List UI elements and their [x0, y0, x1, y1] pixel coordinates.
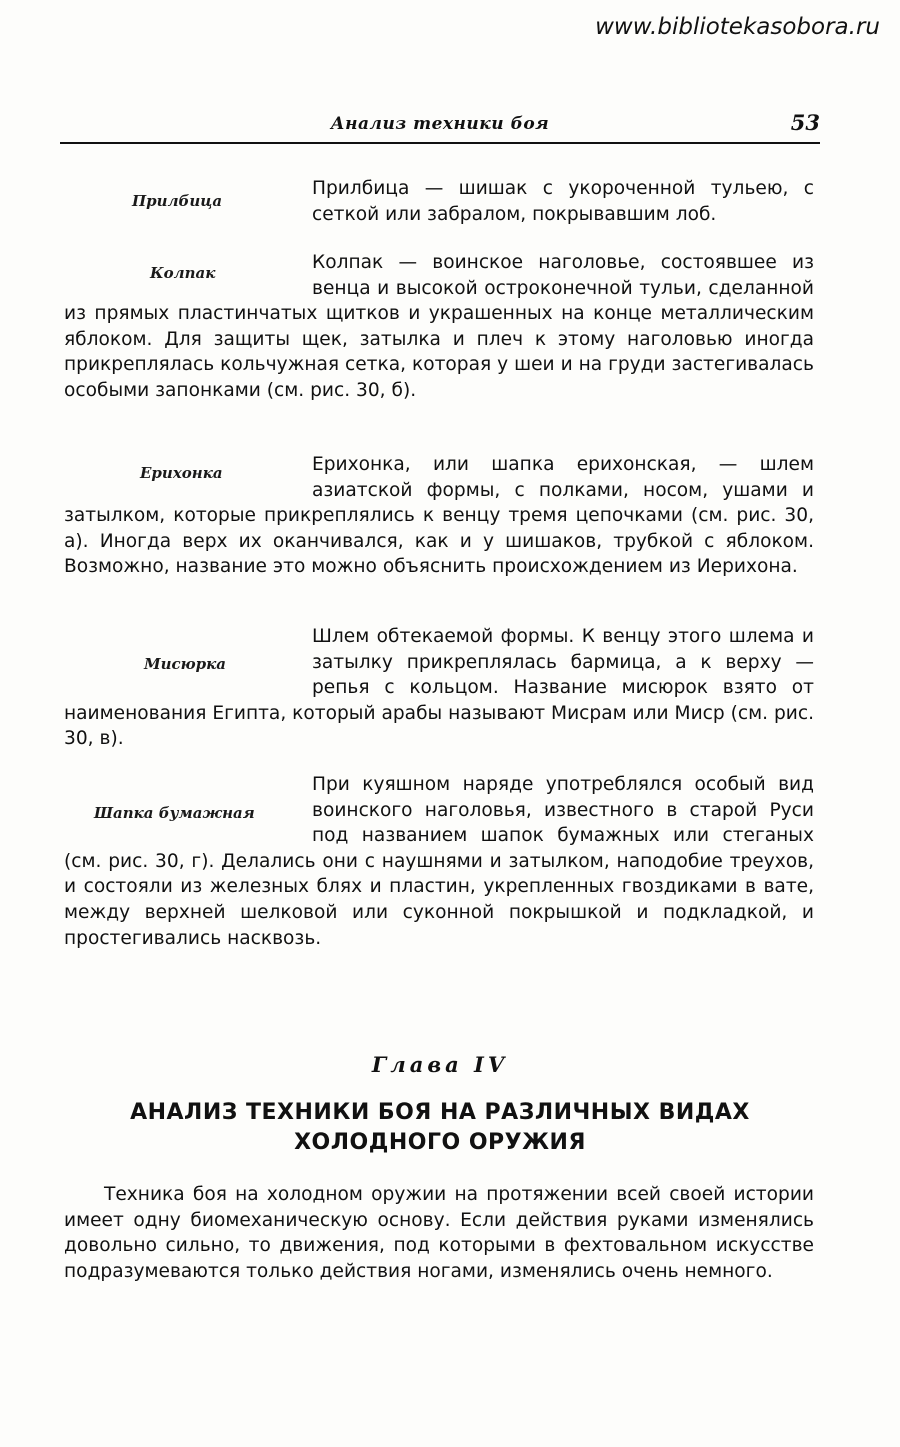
entry-text: Ерихонка, или шапка ерихонская, — шлем азиатской формы, с полками, носом, ушами и затылком, которые прикреплялись к венцу тремя цепочками (см. рис. 30, а). Иногда верх их оканчивался, как и у шишаков, трубкой с яблоком. Возможно, название это можно объяснить происхождением из Иерихона. — [64, 454, 814, 578]
indent-spacer — [64, 624, 312, 698]
page-number: 53 — [790, 110, 820, 135]
margin-term-erikhonka: Ерихонка — [140, 464, 223, 482]
indent-spacer — [64, 176, 312, 226]
entry-paragraph-prilbitsa — [64, 176, 814, 227]
chapter-title: АНАЛИЗ ТЕХНИКИ БОЯ НА РАЗЛИЧНЫХ ВИДАХ ХОЛОДНОГО ОРУЖИЯ — [130, 1100, 750, 1155]
running-title: Анализ техники боя — [330, 114, 550, 134]
entry-paragraph-shapka-bumazhnaya — [64, 772, 814, 951]
entry-text: Колпак — воинское наголовье, состоявшее из венца и высокой остроконечной тульи, сделанной из прямых пластинчатых щитков и украшенных на конце металлическим яблоком. Для защиты щек, затылка и плеч к этому наголовью иногда прикреплялась кольчужная сетка, которая у шеи и на груди застегивалась особыми запонками (см. рис. 30, б). — [64, 252, 814, 401]
indent-spacer — [64, 250, 312, 300]
entry-paragraph-erikhonka — [64, 452, 814, 580]
chapter-intro-paragraph: Техника боя на холодном оружии на протяжении всей своей истории имеет одну биомеханическую основу. Если действия руками изменялись довольно сильно, то движения, под которыми в фехтовальном искусстве подразумеваются только действия ногами, изменялись очень немного. — [64, 1184, 814, 1282]
entry-text: Прилбица — шишак с укороченной тульею, с сеткой или забралом, покрывавшим лоб. — [312, 178, 814, 225]
chapter-label: Глава IV — [371, 1052, 509, 1077]
entry-paragraph-kolpak — [64, 250, 814, 404]
running-header — [60, 110, 820, 144]
entry-text: При куяшном наряде употреблялся особый вид воинского наголовья, известного в старой Руси под названием шапок бумажных или стеганых (см. рис. 30, г). Делались они с наушнями и затылком, наподобие треухов, и состояли из железных блях и пластин, укрепленных гвоздиками в вате, между верхней шелковой или суконной покрышкой и подкладкой, и простегивались насквозь. — [64, 774, 814, 949]
margin-term-shapka-bumazhnaya: Шапка бумажная — [94, 804, 255, 822]
margin-term-misyurka: Мисюрка — [144, 655, 227, 673]
indent-spacer — [64, 452, 312, 502]
indent-spacer — [64, 772, 312, 846]
margin-term-kolpak: Колпак — [150, 264, 216, 282]
entry-paragraph-misyurka — [64, 624, 814, 752]
entry-text: Шлем обтекаемой формы. К венцу этого шлема и затылку прикреплялась бармица, а к верху — репья с кольцом. Название мисюрок взято от наименования Египта, который арабы называют Мисрам или Миср (см. рис. 30, в). — [64, 626, 814, 750]
margin-term-prilbitsa: Прилбица — [132, 192, 223, 210]
watermark-url: www.bibliotekasobora.ru — [595, 14, 880, 40]
